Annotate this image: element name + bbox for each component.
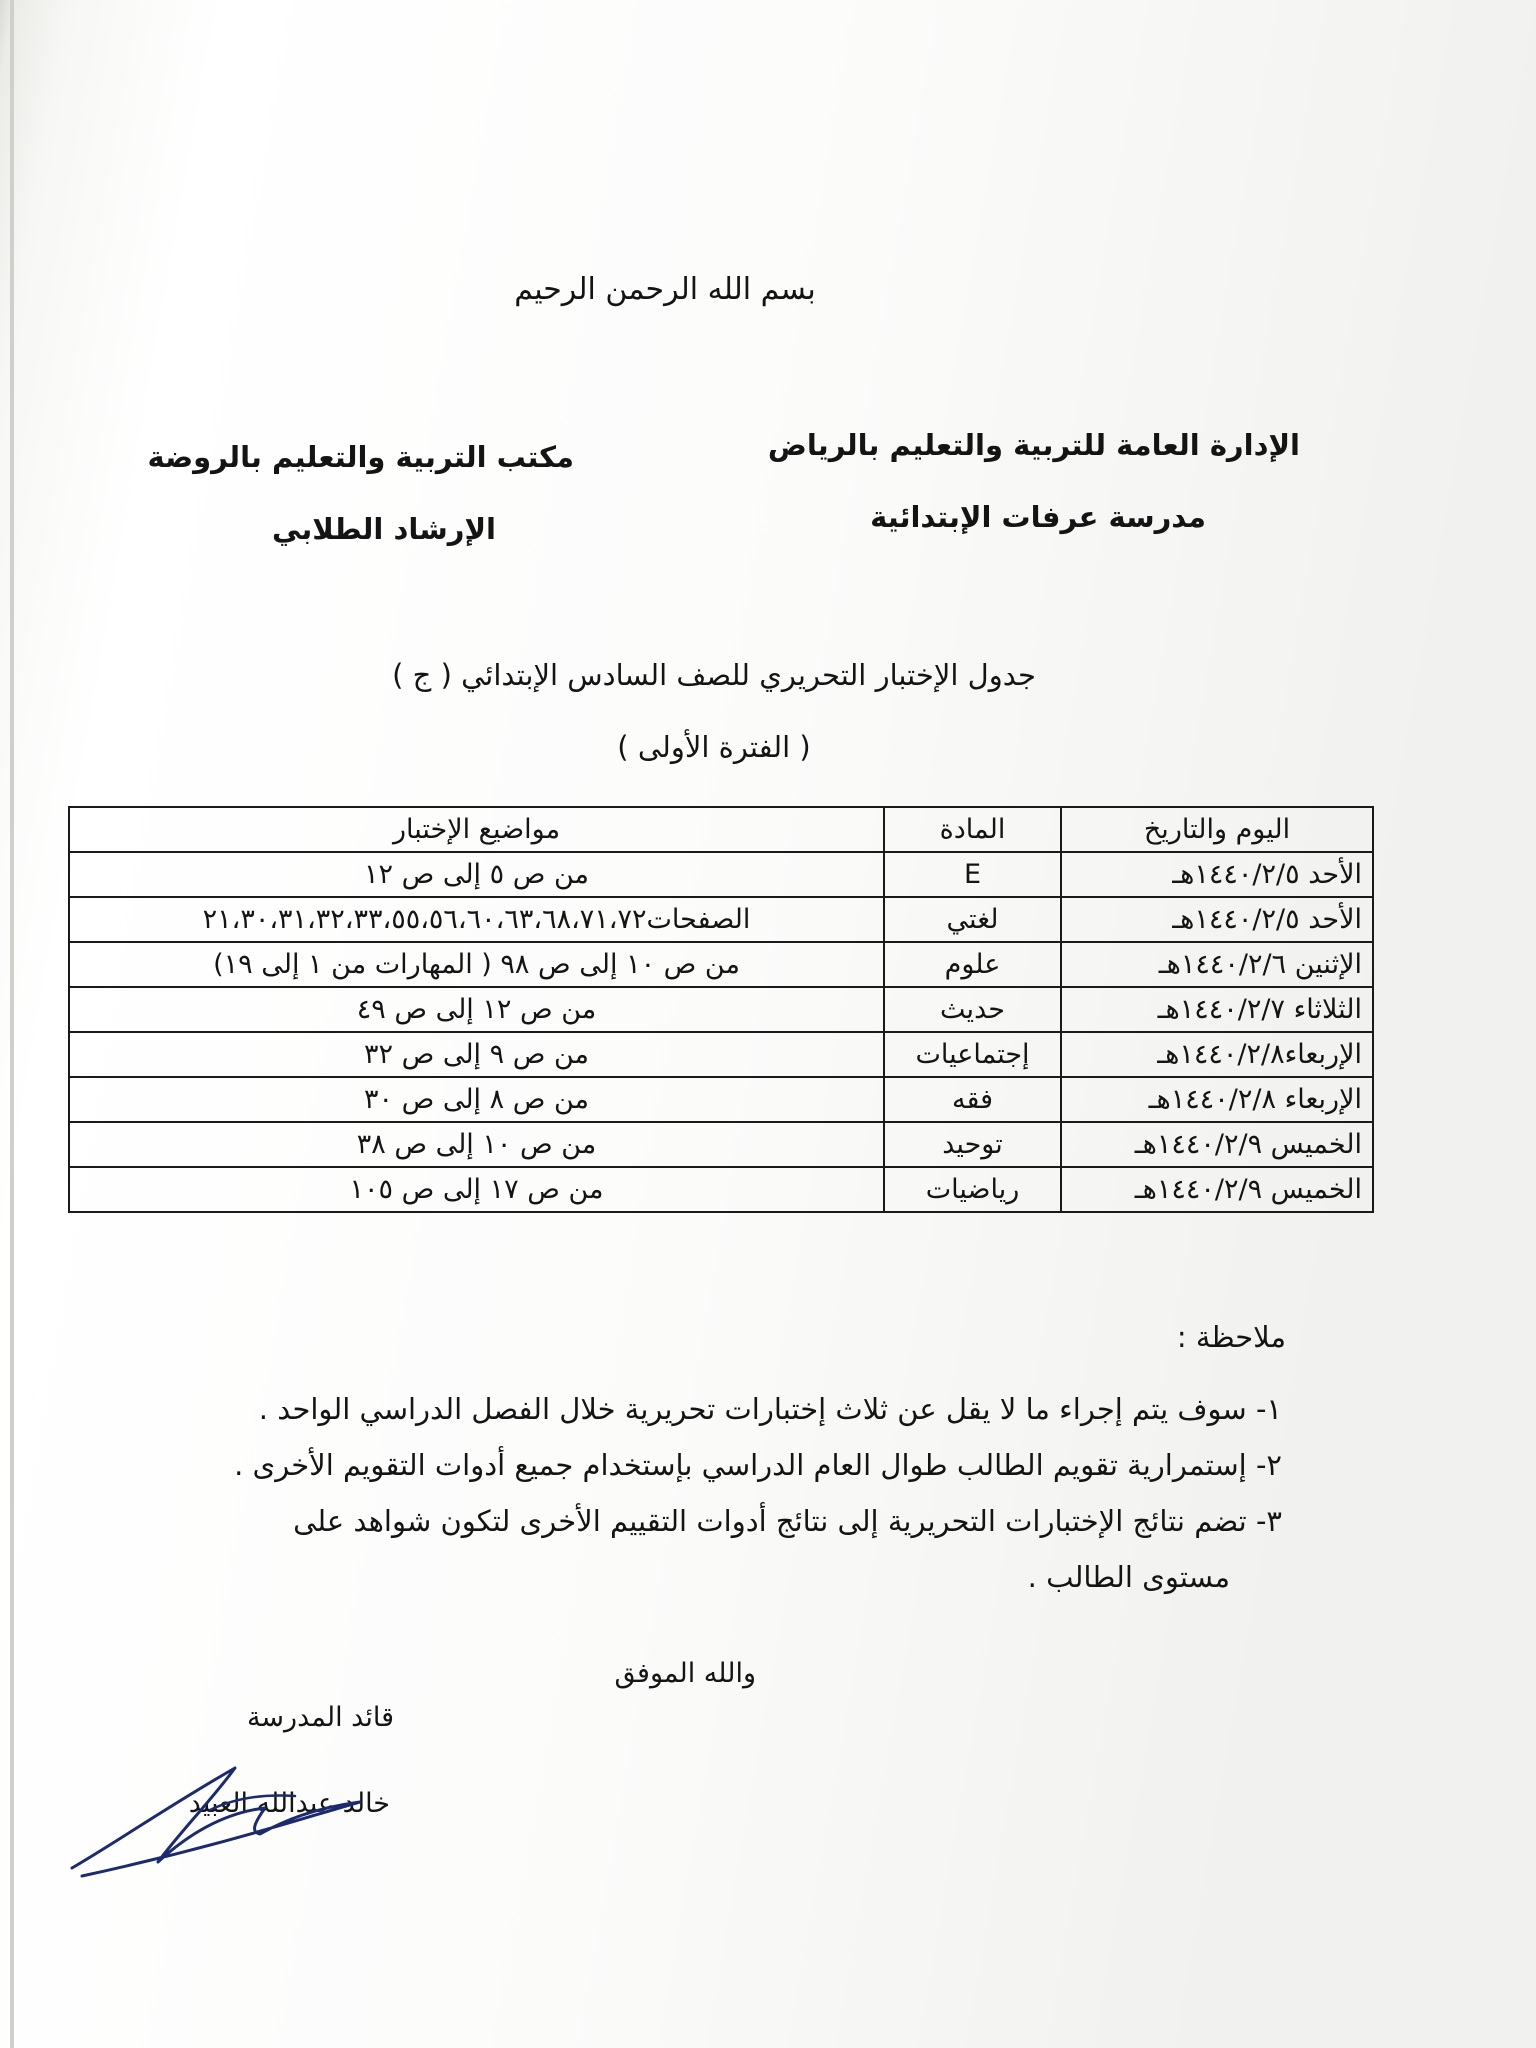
table-row — [69, 1167, 1373, 1212]
table-row — [69, 1032, 1373, 1077]
principal-name: خالد عبدالله العبيد — [188, 1788, 390, 1819]
cell-subject: فقه — [884, 1077, 1061, 1122]
header-day-date: اليوم والتاريخ — [1061, 807, 1373, 852]
closing-phrase: والله الموفق — [614, 1658, 756, 1689]
table-row — [69, 942, 1373, 987]
cell-day-date: الإربعاء ١٤٤٠/٢/٨هـ — [1061, 1077, 1373, 1122]
paper-edge — [10, 0, 14, 2048]
schedule-period: ( الفترة الأولى ) — [617, 730, 811, 764]
cell-subject: توحيد — [884, 1122, 1061, 1167]
cell-topics: من ص ٨ إلى ص ٣٠ — [69, 1077, 884, 1122]
exam-schedule-table — [68, 806, 1374, 1213]
table-header-row — [69, 807, 1373, 852]
notes-label: ملاحظة : — [1176, 1320, 1286, 1354]
header-school-name: مدرسة عرفات الإبتدائية — [870, 500, 1206, 534]
cell-subject: رياضيات — [884, 1167, 1061, 1212]
cell-topics: من ص ١٠ إلى ص ٣٨ — [69, 1122, 884, 1167]
cell-topics: من ص ٥ إلى ص ١٢ — [69, 852, 884, 897]
principal-title: قائد المدرسة — [246, 1702, 394, 1733]
cell-day-date: الثلاثاء ١٤٤٠/٢/٧هـ — [1061, 987, 1373, 1032]
table-row — [69, 897, 1373, 942]
cell-subject: إجتماعيات — [884, 1032, 1061, 1077]
header-ministry: الإدارة العامة للتربية والتعليم بالرياض — [767, 428, 1300, 462]
cell-topics: من ص ٩ إلى ص ٣٢ — [69, 1032, 884, 1077]
header-office: مكتب التربية والتعليم بالروضة — [147, 440, 574, 474]
schedule-title: جدول الإختبار التحريري للصف السادس الإبتدائي ( ج ) — [392, 658, 1036, 692]
header-subject: المادة — [884, 807, 1061, 852]
header-department: الإرشاد الطلابي — [272, 512, 496, 546]
cell-topics: من ص ١٢ إلى ص ٤٩ — [69, 987, 884, 1032]
table-row — [69, 987, 1373, 1032]
cell-subject: لغتي — [884, 897, 1061, 942]
cell-topics: من ص ١٠ إلى ص ٩٨ ( المهارات من ١ إلى ١٩) — [69, 942, 884, 987]
table-row — [69, 852, 1373, 897]
note-item: ٣- تضم نتائج الإختبارات التحريرية إلى نتائج أدوات التقييم الأخرى لتكون شواهد على — [293, 1504, 1282, 1538]
note-item: ٢- إستمرارية تقويم الطالب طوال العام الدراسي بإستخدام جميع أدوات التقويم الأخرى . — [234, 1448, 1282, 1482]
basmala: بسم الله الرحمن الرحيم — [514, 272, 816, 307]
cell-day-date: الإربعاء١٤٤٠/٢/٨هـ — [1061, 1032, 1373, 1077]
cell-day-date: الخميس ١٤٤٠/٢/٩هـ — [1061, 1122, 1373, 1167]
signature-scribble — [60, 1750, 400, 1890]
cell-day-date: الخميس ١٤٤٠/٢/٩هـ — [1061, 1167, 1373, 1212]
note-item-continuation: مستوى الطالب . — [1027, 1560, 1230, 1594]
header-topics: مواضيع الإختبار — [69, 807, 884, 852]
note-item: ١- سوف يتم إجراء ما لا يقل عن ثلاث إختبارات تحريرية خلال الفصل الدراسي الواحد . — [258, 1392, 1282, 1426]
table-row — [69, 1122, 1373, 1167]
cell-day-date: الإثنين ١٤٤٠/٢/٦هـ — [1061, 942, 1373, 987]
cell-topics: الصفحات٢١،٣٠،٣١،٣٢،٣٣،٥٥،٥٦،٦٠،٦٣،٦٨،٧١،٧٢ — [69, 897, 884, 942]
cell-subject: علوم — [884, 942, 1061, 987]
cell-topics: من ص ١٧ إلى ص ١٠٥ — [69, 1167, 884, 1212]
cell-day-date: الأحد ١٤٤٠/٢/٥هـ — [1061, 897, 1373, 942]
table-row — [69, 1077, 1373, 1122]
cell-day-date: الأحد ١٤٤٠/٢/٥هـ — [1061, 852, 1373, 897]
cell-subject: حديث — [884, 987, 1061, 1032]
cell-subject: E — [884, 852, 1061, 897]
